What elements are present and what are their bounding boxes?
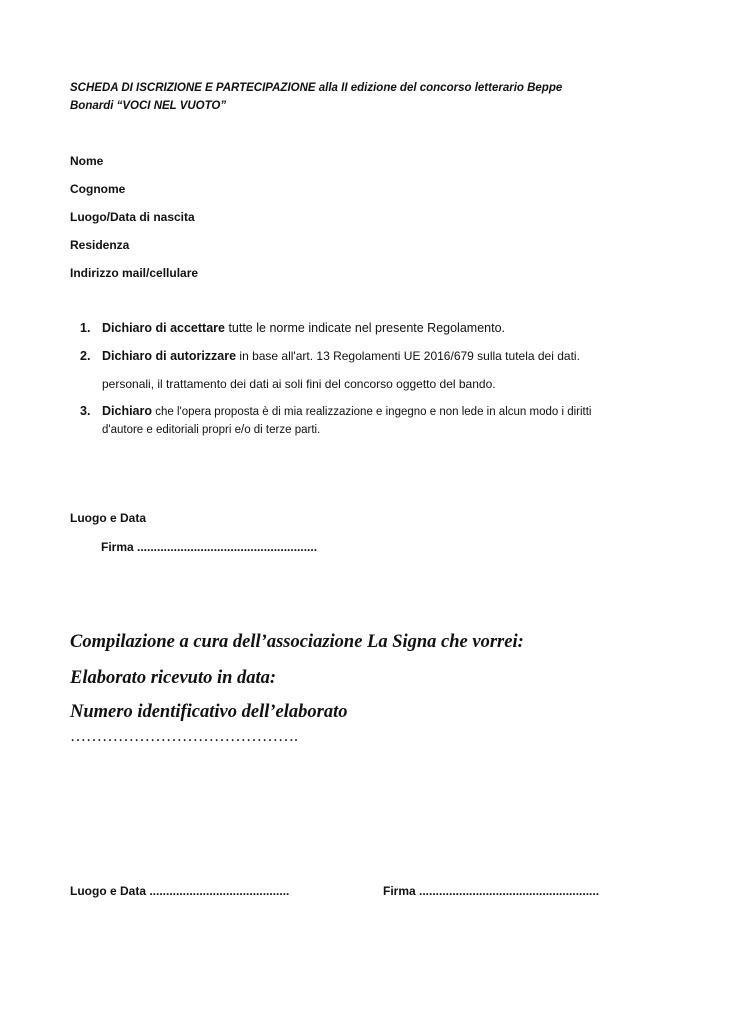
received-date-label: Elaborato ricevuto in data: xyxy=(70,668,277,688)
field-nome: Nome xyxy=(70,154,104,168)
declaration-number: 1. xyxy=(80,321,91,335)
id-number-dots: ……………………………………. xyxy=(70,728,298,745)
declaration-bold: Dichiaro di autorizzare xyxy=(102,349,237,363)
declaration-bold: Dichiaro xyxy=(102,404,153,418)
declaration-number: 2. xyxy=(80,349,91,363)
declaration-continuation: d'autore e editoriali propri e/o di terze parti. xyxy=(102,424,321,436)
field-residenza: Residenza xyxy=(70,238,130,252)
place-date-line-bottom: Luogo e Data .......................................... xyxy=(70,884,290,898)
id-number-label: Numero identificativo dell’elaborato xyxy=(70,702,348,722)
signature-line-bottom: Firma ...................................................... xyxy=(383,884,600,898)
declaration-number: 3. xyxy=(80,404,91,418)
declaration-text: in base all'art. 13 Regolamenti UE 2016/679 sulla tutela dei dati. xyxy=(236,349,580,363)
form-title-line-1: SCHEDA DI ISCRIZIONE E PARTECIPAZIONE alla II edizione del concorso letterario Beppe xyxy=(70,82,563,94)
association-heading: Compilazione a cura dell’associazione La Signa che vorrei: xyxy=(70,632,524,652)
declaration-bold: Dichiaro di accettare xyxy=(102,321,225,335)
form-title xyxy=(70,79,640,115)
field-luogo-data-nascita: Luogo/Data di nascita xyxy=(70,210,195,224)
place-date-label: Luogo e Data xyxy=(70,511,147,525)
form-title-line-2: Bonardi “VOCI NEL VUOTO” xyxy=(70,100,227,112)
field-indirizzo-mail: Indirizzo mail/cellulare xyxy=(70,266,199,280)
signature-line: Firma ...................................................... xyxy=(101,540,318,554)
declaration-continuation: personali, il trattamento dei dati ai soli fini del concorso oggetto del bando. xyxy=(102,377,496,391)
field-cognome: Cognome xyxy=(70,182,126,196)
declaration-text: tutte le norme indicate nel presente Regolamento. xyxy=(224,321,505,335)
declaration-text: che l'opera proposta è di mia realizzazione e ingegno e non lede in alcun modo i diritti xyxy=(152,406,592,418)
